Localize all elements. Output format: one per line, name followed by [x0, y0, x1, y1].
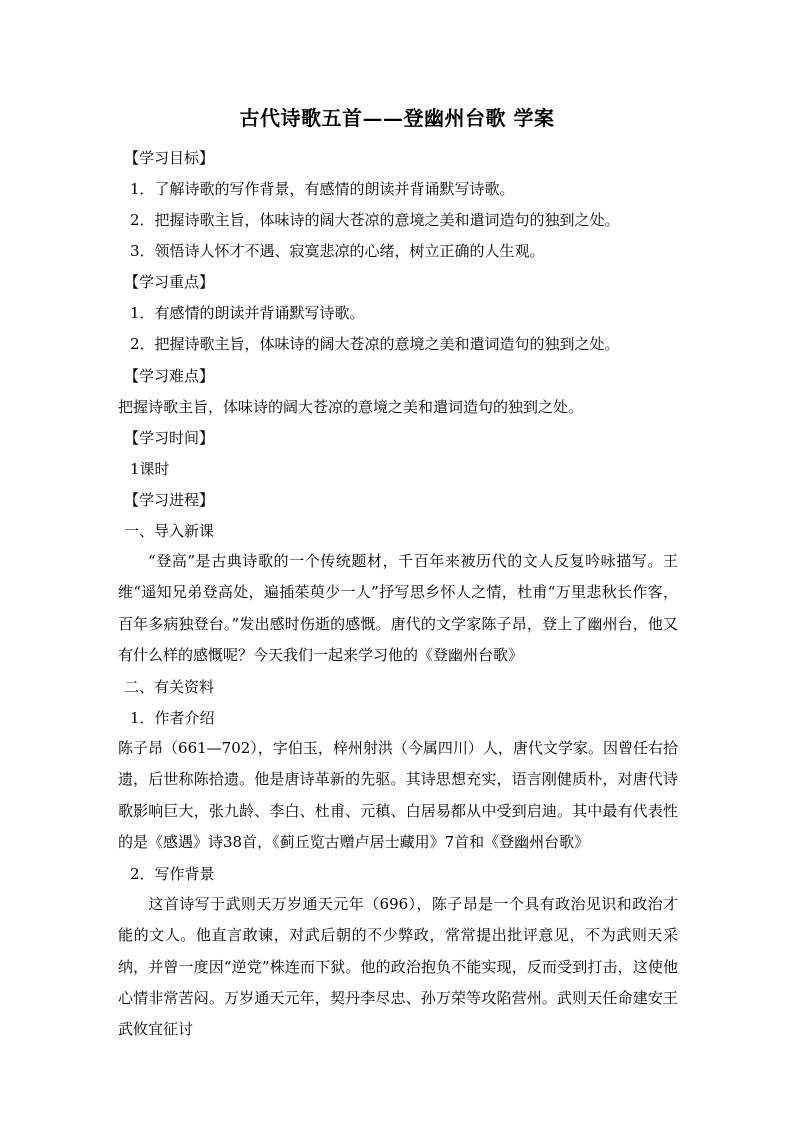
section-heading-intro: 一、导入新课: [124, 522, 215, 540]
difficulty-text: 把握诗歌主旨，体味诗的阔大苍凉的意境之美和遣词造句的独到之处。: [118, 398, 584, 416]
difficulty-heading: 【学习难点】: [124, 367, 215, 385]
goal-item-3: 3．领悟诗人怀才不遇、寂寞悲凉的心绪，树立正确的人生观。: [130, 242, 545, 260]
subheading-author: 1．作者介绍: [130, 709, 215, 727]
background-paragraph-text: 这首诗写于武则天万岁通天元年（696），陈子昂是一个具有政治见识和政治才能的文人。他直言敢谏，对武后朝的不少弊政，常常提出批评意见，不为武则天采纳，并曾一度因“逆党”株连而下狱。他的政治抱负不能实现，反而受到打击，这使他心情非常苦闷。万岁通天元年，契丹李尽忠、孙万荣等攻陷营州。武则天任命建安王武攸宜征讨: [118, 895, 678, 1039]
key-points-heading: 【学习重点】: [124, 273, 215, 291]
author-paragraph: [118, 733, 678, 858]
intro-paragraph-text: “登高”是古典诗歌的一个传统题材，千百年来被历代的文人反复吟咏描写。王维“遥知兄弟登高处，遍插茱萸少一人”抒写思乡怀人之情，杜甫“万里悲秋长作客，百年多病独登台。”发出感时伤逝的感慨。唐代的文学家陈子昂，登上了幽州台，他又有什么样的感慨呢？今天我们一起来学习他的《登幽州台歌》: [118, 552, 678, 664]
time-heading: 【学习时间】: [124, 429, 215, 447]
time-text: 1课时: [130, 460, 170, 478]
section-heading-materials: 二、有关资料: [124, 678, 215, 696]
goal-item-1: 1．了解诗歌的写作背景，有感情的朗读并背诵默写诗歌。: [130, 180, 515, 198]
background-paragraph: [118, 889, 678, 1045]
intro-paragraph: [118, 546, 678, 671]
process-heading: 【学习进程】: [124, 491, 215, 509]
author-paragraph-text: 陈子昂（661—702），字伯玉，梓州射洪（今属四川）人，唐代文学家。因曾任右拾遗，后世称陈拾遗。他是唐诗革新的先驱。其诗思想充实，语言刚健质朴，对唐代诗歌影响巨大，张九龄、李白、杜甫、元稹、白居易都从中受到启迪。其中最有代表性的是《感遇》诗38首，《蓟丘览古赠卢居士藏用》7首和《登幽州台歌》: [118, 739, 678, 851]
key-point-item-1: 1．有感情的朗读并背诵默写诗歌。: [130, 304, 365, 322]
key-point-item-2: 2．把握诗歌主旨，体味诗的阔大苍凉的意境之美和遣词造句的独到之处。: [130, 335, 620, 353]
subheading-background: 2．写作背景: [130, 865, 215, 883]
goal-item-2: 2．把握诗歌主旨，体味诗的阔大苍凉的意境之美和遣词造句的独到之处。: [130, 211, 620, 229]
document-title: 古代诗歌五首——登幽州台歌 学案: [239, 106, 555, 130]
goals-heading: 【学习目标】: [124, 149, 215, 167]
